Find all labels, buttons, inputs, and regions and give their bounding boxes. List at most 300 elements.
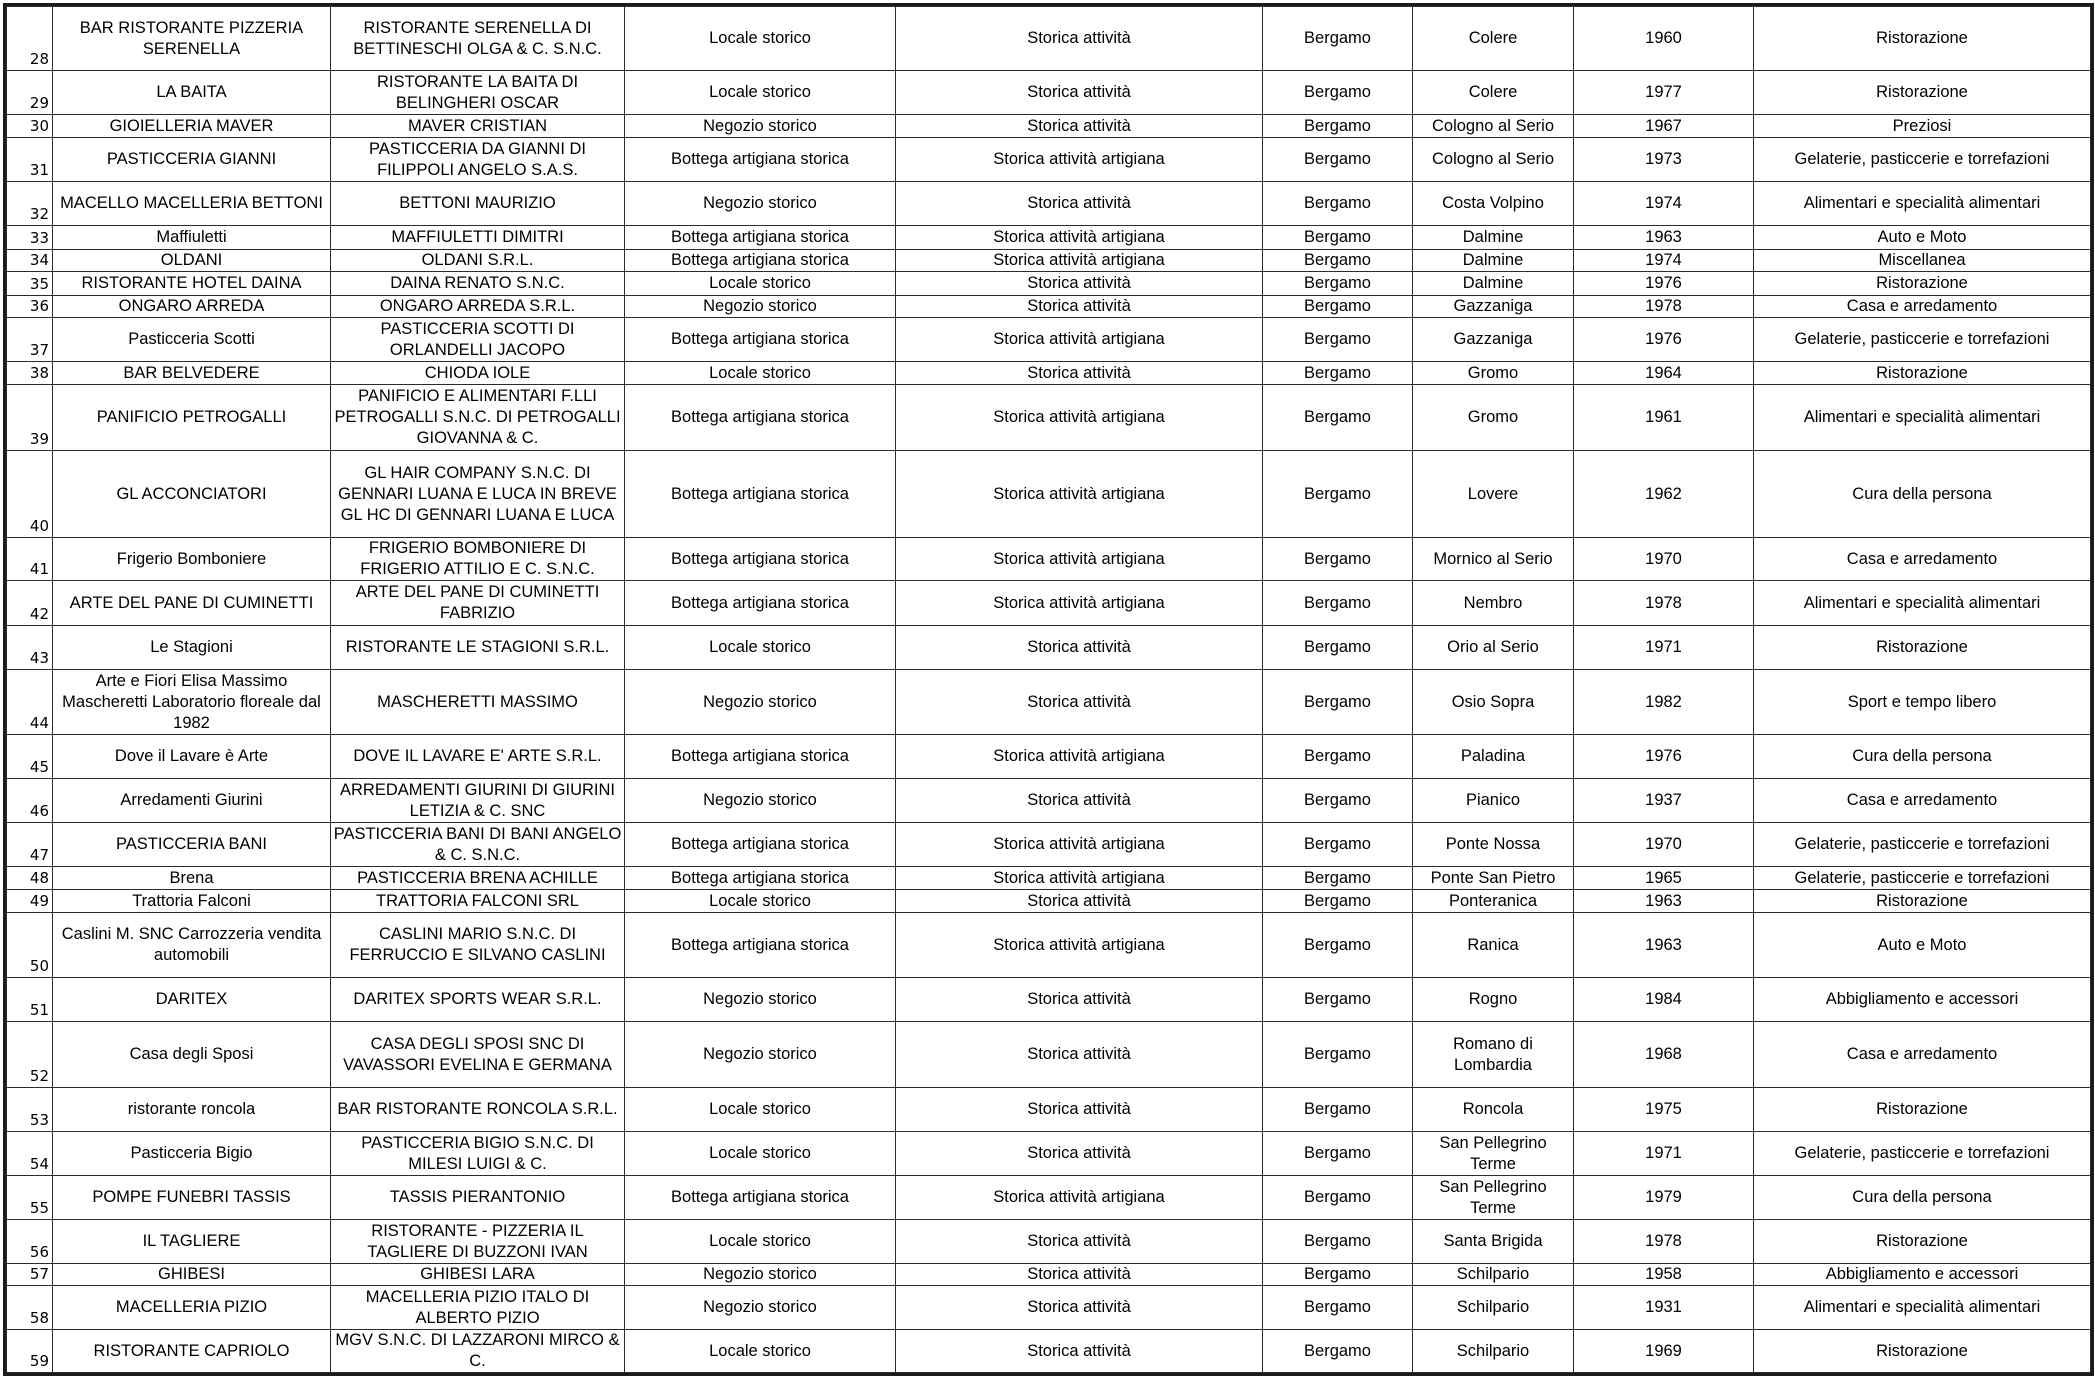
category-cell[interactable]: Storica attività — [896, 182, 1263, 226]
category-cell[interactable]: Storica attività — [896, 670, 1263, 735]
row-number-cell[interactable]: 59 — [7, 1330, 53, 1373]
business-name-cell[interactable]: MACELLERIA PIZIO — [53, 1286, 331, 1330]
company-name-cell[interactable]: PASTICCERIA BIGIO S.N.C. DI MILESI LUIGI & C. — [331, 1132, 625, 1176]
town-cell[interactable]: Gromo — [1413, 385, 1574, 451]
row-number-cell[interactable]: 48 — [7, 867, 53, 890]
category-cell[interactable]: Storica attività — [896, 296, 1263, 318]
sector-cell[interactable]: Alimentari e specialità alimentari — [1754, 182, 2091, 226]
category-cell[interactable]: Storica attività artigiana — [896, 823, 1263, 867]
year-cell[interactable]: 1967 — [1574, 115, 1754, 138]
category-cell[interactable]: Storica attività — [896, 362, 1263, 385]
row-number-cell[interactable]: 45 — [7, 735, 53, 779]
company-name-cell[interactable]: BAR RISTORANTE RONCOLA S.R.L. — [331, 1088, 625, 1132]
business-name-cell[interactable]: Brena — [53, 867, 331, 890]
row-number-cell[interactable]: 38 — [7, 362, 53, 385]
category-cell[interactable]: Storica attività artigiana — [896, 538, 1263, 581]
business-name-cell[interactable]: GIOIELLERIA MAVER — [53, 115, 331, 138]
business-name-cell[interactable]: PASTICCERIA GIANNI — [53, 138, 331, 182]
company-name-cell[interactable]: GL HAIR COMPANY S.N.C. DI GENNARI LUANA E LUCA IN BREVE GL HC DI GENNARI LUANA E LUCA — [331, 451, 625, 538]
sector-cell[interactable]: Casa e arredamento — [1754, 779, 2091, 823]
town-cell[interactable]: Gazzaniga — [1413, 296, 1574, 318]
business-type-cell[interactable]: Bottega artigiana storica — [625, 735, 896, 779]
business-name-cell[interactable]: LA BAITA — [53, 71, 331, 115]
business-name-cell[interactable]: Frigerio Bomboniere — [53, 538, 331, 581]
sector-cell[interactable]: Preziosi — [1754, 115, 2091, 138]
business-type-cell[interactable]: Negozio storico — [625, 670, 896, 735]
town-cell[interactable]: Costa Volpino — [1413, 182, 1574, 226]
sector-cell[interactable]: Ristorazione — [1754, 1330, 2091, 1373]
sector-cell[interactable]: Ristorazione — [1754, 1088, 2091, 1132]
business-type-cell[interactable]: Negozio storico — [625, 296, 896, 318]
business-name-cell[interactable]: Le Stagioni — [53, 626, 331, 670]
town-cell[interactable]: Pianico — [1413, 779, 1574, 823]
province-cell[interactable]: Bergamo — [1263, 823, 1413, 867]
business-type-cell[interactable]: Locale storico — [625, 71, 896, 115]
company-name-cell[interactable]: TASSIS PIERANTONIO — [331, 1176, 625, 1220]
business-name-cell[interactable]: Pasticceria Bigio — [53, 1132, 331, 1176]
company-name-cell[interactable]: ARTE DEL PANE DI CUMINETTI FABRIZIO — [331, 581, 625, 626]
province-cell[interactable]: Bergamo — [1263, 71, 1413, 115]
sector-cell[interactable]: Ristorazione — [1754, 71, 2091, 115]
province-cell[interactable]: Bergamo — [1263, 7, 1413, 71]
year-cell[interactable]: 1961 — [1574, 385, 1754, 451]
business-type-cell[interactable]: Negozio storico — [625, 779, 896, 823]
business-name-cell[interactable]: Arredamenti Giurini — [53, 779, 331, 823]
year-cell[interactable]: 1973 — [1574, 138, 1754, 182]
company-name-cell[interactable]: MAFFIULETTI DIMITRI — [331, 226, 625, 250]
business-name-cell[interactable]: Trattoria Falconi — [53, 890, 331, 913]
business-name-cell[interactable]: OLDANI — [53, 250, 331, 272]
business-type-cell[interactable]: Negozio storico — [625, 1264, 896, 1286]
table-row — [7, 867, 2091, 890]
province-cell[interactable]: Bergamo — [1263, 138, 1413, 182]
town-cell[interactable]: Roncola — [1413, 1088, 1574, 1132]
sector-cell[interactable]: Cura della persona — [1754, 451, 2091, 538]
province-cell[interactable]: Bergamo — [1263, 735, 1413, 779]
province-cell[interactable]: Bergamo — [1263, 670, 1413, 735]
province-cell[interactable]: Bergamo — [1263, 1132, 1413, 1176]
category-cell[interactable]: Storica attività artigiana — [896, 385, 1263, 451]
business-type-cell[interactable]: Bottega artigiana storica — [625, 581, 896, 626]
sector-cell[interactable]: Ristorazione — [1754, 626, 2091, 670]
town-cell[interactable]: Dalmine — [1413, 250, 1574, 272]
table-row — [7, 272, 2091, 296]
row-number-cell[interactable]: 37 — [7, 318, 53, 362]
company-name-cell[interactable]: TRATTORIA FALCONI SRL — [331, 890, 625, 913]
business-type-cell[interactable]: Locale storico — [625, 7, 896, 71]
province-cell[interactable]: Bergamo — [1263, 581, 1413, 626]
category-cell[interactable]: Storica attività — [896, 1132, 1263, 1176]
row-number-cell[interactable]: 43 — [7, 626, 53, 670]
company-name-cell[interactable]: DAINA RENATO S.N.C. — [331, 272, 625, 296]
row-number-cell[interactable]: 53 — [7, 1088, 53, 1132]
category-cell[interactable]: Storica attività — [896, 1286, 1263, 1330]
year-cell[interactable]: 1965 — [1574, 867, 1754, 890]
table-row — [7, 1264, 2091, 1286]
province-cell[interactable]: Bergamo — [1263, 272, 1413, 296]
year-cell[interactable]: 1964 — [1574, 362, 1754, 385]
year-cell[interactable]: 1963 — [1574, 890, 1754, 913]
town-cell[interactable]: Paladina — [1413, 735, 1574, 779]
province-cell[interactable]: Bergamo — [1263, 1330, 1413, 1373]
row-number-cell[interactable]: 52 — [7, 1022, 53, 1088]
business-name-cell[interactable]: POMPE FUNEBRI TASSIS — [53, 1176, 331, 1220]
category-cell[interactable]: Storica attività — [896, 272, 1263, 296]
category-cell[interactable]: Storica attività artigiana — [896, 451, 1263, 538]
business-type-cell[interactable]: Locale storico — [625, 1330, 896, 1373]
sector-cell[interactable]: Gelaterie, pasticcerie e torrefazioni — [1754, 318, 2091, 362]
business-type-cell[interactable]: Locale storico — [625, 1088, 896, 1132]
category-cell[interactable]: Storica attività — [896, 1088, 1263, 1132]
town-cell[interactable]: Santa Brigida — [1413, 1220, 1574, 1264]
company-name-cell[interactable]: ONGARO ARREDA S.R.L. — [331, 296, 625, 318]
company-name-cell[interactable]: MASCHERETTI MASSIMO — [331, 670, 625, 735]
business-type-cell[interactable]: Bottega artigiana storica — [625, 1176, 896, 1220]
company-name-cell[interactable]: RISTORANTE LE STAGIONI S.R.L. — [331, 626, 625, 670]
town-cell[interactable]: Dalmine — [1413, 272, 1574, 296]
company-name-cell[interactable]: RISTORANTE - PIZZERIA IL TAGLIERE DI BUZZONI IVAN — [331, 1220, 625, 1264]
company-name-cell[interactable]: RISTORANTE LA BAITA DI BELINGHERI OSCAR — [331, 71, 625, 115]
company-name-cell[interactable]: CHIODA IOLE — [331, 362, 625, 385]
sector-cell[interactable]: Ristorazione — [1754, 362, 2091, 385]
sector-cell[interactable]: Ristorazione — [1754, 7, 2091, 71]
town-cell[interactable]: Ponte Nossa — [1413, 823, 1574, 867]
sector-cell[interactable]: Miscellanea — [1754, 250, 2091, 272]
row-number-cell[interactable]: 36 — [7, 296, 53, 318]
table-row — [7, 115, 2091, 138]
business-type-cell[interactable]: Negozio storico — [625, 1286, 896, 1330]
year-cell[interactable]: 1937 — [1574, 779, 1754, 823]
year-cell[interactable]: 1931 — [1574, 1286, 1754, 1330]
category-cell[interactable]: Storica attività — [896, 115, 1263, 138]
business-name-cell[interactable]: IL TAGLIERE — [53, 1220, 331, 1264]
province-cell[interactable]: Bergamo — [1263, 182, 1413, 226]
category-cell[interactable]: Storica attività — [896, 890, 1263, 913]
business-type-cell[interactable]: Bottega artigiana storica — [625, 867, 896, 890]
business-name-cell[interactable]: ONGARO ARREDA — [53, 296, 331, 318]
year-cell[interactable]: 1968 — [1574, 1022, 1754, 1088]
province-cell[interactable]: Bergamo — [1263, 538, 1413, 581]
company-name-cell[interactable]: PANIFICIO E ALIMENTARI F.LLI PETROGALLI S.N.C. DI PETROGALLI GIOVANNA & C. — [331, 385, 625, 451]
town-cell[interactable]: Ponteranica — [1413, 890, 1574, 913]
company-name-cell[interactable]: CASLINI MARIO S.N.C. DI FERRUCCIO E SILVANO CASLINI — [331, 913, 625, 978]
table-row — [7, 1286, 2091, 1330]
year-cell[interactable]: 1963 — [1574, 226, 1754, 250]
business-name-cell[interactable]: Maffiuletti — [53, 226, 331, 250]
town-cell[interactable]: Schilpario — [1413, 1330, 1574, 1373]
town-cell[interactable]: Ponte San Pietro — [1413, 867, 1574, 890]
year-cell[interactable]: 1984 — [1574, 978, 1754, 1022]
business-name-cell[interactable]: GHIBESI — [53, 1264, 331, 1286]
category-cell[interactable]: Storica attività artigiana — [896, 250, 1263, 272]
table-row — [7, 1220, 2091, 1264]
year-cell[interactable]: 1958 — [1574, 1264, 1754, 1286]
business-type-cell[interactable]: Negozio storico — [625, 182, 896, 226]
sector-cell[interactable]: Cura della persona — [1754, 1176, 2091, 1220]
sector-cell[interactable]: Gelaterie, pasticcerie e torrefazioni — [1754, 823, 2091, 867]
sector-cell[interactable]: Cura della persona — [1754, 735, 2091, 779]
sector-cell[interactable]: Casa e arredamento — [1754, 296, 2091, 318]
town-cell[interactable]: Romano di Lombardia — [1413, 1022, 1574, 1088]
business-name-cell[interactable]: PANIFICIO PETROGALLI — [53, 385, 331, 451]
business-name-cell[interactable]: Pasticceria Scotti — [53, 318, 331, 362]
year-cell[interactable]: 1962 — [1574, 451, 1754, 538]
year-cell[interactable]: 1970 — [1574, 823, 1754, 867]
province-cell[interactable]: Bergamo — [1263, 626, 1413, 670]
business-type-cell[interactable]: Bottega artigiana storica — [625, 538, 896, 581]
row-number-cell[interactable]: 49 — [7, 890, 53, 913]
year-cell[interactable]: 1976 — [1574, 318, 1754, 362]
company-name-cell[interactable]: PASTICCERIA BANI DI BANI ANGELO & C. S.N.C. — [331, 823, 625, 867]
row-number-cell[interactable]: 55 — [7, 1176, 53, 1220]
business-type-cell[interactable]: Bottega artigiana storica — [625, 385, 896, 451]
business-name-cell[interactable]: RISTORANTE CAPRIOLO — [53, 1330, 331, 1373]
business-name-cell[interactable]: ristorante roncola — [53, 1088, 331, 1132]
row-number-cell[interactable]: 42 — [7, 581, 53, 626]
sector-cell[interactable]: Alimentari e specialità alimentari — [1754, 1286, 2091, 1330]
row-number-cell[interactable]: 32 — [7, 182, 53, 226]
sector-cell[interactable]: Ristorazione — [1754, 1220, 2091, 1264]
row-number-cell[interactable]: 41 — [7, 538, 53, 581]
town-cell[interactable]: Cologno al Serio — [1413, 138, 1574, 182]
business-type-cell[interactable]: Bottega artigiana storica — [625, 823, 896, 867]
town-cell[interactable]: Osio Sopra — [1413, 670, 1574, 735]
business-type-cell[interactable]: Negozio storico — [625, 978, 896, 1022]
row-number-cell[interactable]: 56 — [7, 1220, 53, 1264]
year-cell[interactable]: 1963 — [1574, 913, 1754, 978]
province-cell[interactable]: Bergamo — [1263, 226, 1413, 250]
business-type-cell[interactable]: Bottega artigiana storica — [625, 451, 896, 538]
town-cell[interactable]: San Pellegrino Terme — [1413, 1176, 1574, 1220]
province-cell[interactable]: Bergamo — [1263, 1088, 1413, 1132]
sector-cell[interactable]: Abbigliamento e accessori — [1754, 1264, 2091, 1286]
company-name-cell[interactable]: FRIGERIO BOMBONIERE DI FRIGERIO ATTILIO E C. S.N.C. — [331, 538, 625, 581]
sector-cell[interactable]: Auto e Moto — [1754, 226, 2091, 250]
category-cell[interactable]: Storica attività — [896, 978, 1263, 1022]
town-cell[interactable]: Mornico al Serio — [1413, 538, 1574, 581]
province-cell[interactable]: Bergamo — [1263, 1264, 1413, 1286]
province-cell[interactable]: Bergamo — [1263, 1022, 1413, 1088]
row-number-cell[interactable]: 30 — [7, 115, 53, 138]
town-cell[interactable]: Lovere — [1413, 451, 1574, 538]
row-number-cell[interactable]: 40 — [7, 451, 53, 538]
category-cell[interactable]: Storica attività — [896, 1220, 1263, 1264]
province-cell[interactable]: Bergamo — [1263, 362, 1413, 385]
province-cell[interactable]: Bergamo — [1263, 115, 1413, 138]
town-cell[interactable]: Colere — [1413, 7, 1574, 71]
business-type-cell[interactable]: Bottega artigiana storica — [625, 138, 896, 182]
category-cell[interactable]: Storica attività artigiana — [896, 318, 1263, 362]
company-name-cell[interactable]: MAVER CRISTIAN — [331, 115, 625, 138]
row-number-cell[interactable]: 31 — [7, 138, 53, 182]
business-name-cell[interactable]: GL ACCONCIATORI — [53, 451, 331, 538]
company-name-cell[interactable]: MACELLERIA PIZIO ITALO DI ALBERTO PIZIO — [331, 1286, 625, 1330]
province-cell[interactable]: Bergamo — [1263, 890, 1413, 913]
table-row — [7, 1132, 2091, 1176]
row-number-cell[interactable]: 29 — [7, 71, 53, 115]
category-cell[interactable]: Storica attività — [896, 626, 1263, 670]
row-number-cell[interactable]: 47 — [7, 823, 53, 867]
company-name-cell[interactable]: PASTICCERIA BRENA ACHILLE — [331, 867, 625, 890]
province-cell[interactable]: Bergamo — [1263, 867, 1413, 890]
town-cell[interactable]: Ranica — [1413, 913, 1574, 978]
province-cell[interactable]: Bergamo — [1263, 1286, 1413, 1330]
category-cell[interactable]: Storica attività — [896, 71, 1263, 115]
company-name-cell[interactable]: GHIBESI LARA — [331, 1264, 625, 1286]
sector-cell[interactable]: Gelaterie, pasticcerie e torrefazioni — [1754, 138, 2091, 182]
business-type-cell[interactable]: Bottega artigiana storica — [625, 318, 896, 362]
sector-cell[interactable]: Gelaterie, pasticcerie e torrefazioni — [1754, 867, 2091, 890]
town-cell[interactable]: Schilpario — [1413, 1286, 1574, 1330]
town-cell[interactable]: Nembro — [1413, 581, 1574, 626]
year-cell[interactable]: 1976 — [1574, 272, 1754, 296]
row-number-cell[interactable]: 46 — [7, 779, 53, 823]
sector-cell[interactable]: Alimentari e specialità alimentari — [1754, 385, 2091, 451]
row-number-cell[interactable]: 58 — [7, 1286, 53, 1330]
business-type-cell[interactable]: Negozio storico — [625, 1022, 896, 1088]
town-cell[interactable]: Schilpario — [1413, 1264, 1574, 1286]
company-name-cell[interactable]: PASTICCERIA SCOTTI DI ORLANDELLI JACOPO — [331, 318, 625, 362]
business-name-cell[interactable]: Arte e Fiori Elisa Massimo Mascheretti Laboratorio floreale dal 1982 — [53, 670, 331, 735]
sector-cell[interactable]: Alimentari e specialità alimentari — [1754, 581, 2091, 626]
company-name-cell[interactable]: RISTORANTE SERENELLA DI BETTINESCHI OLGA & C. S.N.C. — [331, 7, 625, 71]
year-cell[interactable]: 1979 — [1574, 1176, 1754, 1220]
row-number-cell[interactable]: 28 — [7, 7, 53, 71]
company-name-cell[interactable]: BETTONI MAURIZIO — [331, 182, 625, 226]
company-name-cell[interactable]: MGV S.N.C. DI LAZZARONI MIRCO & C. — [331, 1330, 625, 1373]
sector-cell[interactable]: Gelaterie, pasticcerie e torrefazioni — [1754, 1132, 2091, 1176]
category-cell[interactable]: Storica attività — [896, 1022, 1263, 1088]
row-number-cell[interactable]: 51 — [7, 978, 53, 1022]
business-name-cell[interactable]: Caslini M. SNC Carrozzeria vendita automobili — [53, 913, 331, 978]
province-cell[interactable]: Bergamo — [1263, 451, 1413, 538]
year-cell[interactable]: 1974 — [1574, 182, 1754, 226]
year-cell[interactable]: 1975 — [1574, 1088, 1754, 1132]
category-cell[interactable]: Storica attività artigiana — [896, 867, 1263, 890]
business-type-cell[interactable]: Bottega artigiana storica — [625, 250, 896, 272]
year-cell[interactable]: 1971 — [1574, 1132, 1754, 1176]
business-type-cell[interactable]: Locale storico — [625, 1220, 896, 1264]
row-number-cell[interactable]: 50 — [7, 913, 53, 978]
province-cell[interactable]: Bergamo — [1263, 913, 1413, 978]
business-name-cell[interactable]: DARITEX — [53, 978, 331, 1022]
category-cell[interactable]: Storica attività — [896, 1330, 1263, 1373]
year-cell[interactable]: 1978 — [1574, 1220, 1754, 1264]
table-row — [7, 318, 2091, 362]
sector-cell[interactable]: Casa e arredamento — [1754, 1022, 2091, 1088]
year-cell[interactable]: 1960 — [1574, 7, 1754, 71]
table-row — [7, 626, 2091, 670]
business-type-cell[interactable]: Negozio storico — [625, 115, 896, 138]
category-cell[interactable]: Storica attività artigiana — [896, 138, 1263, 182]
row-number-cell[interactable]: 33 — [7, 226, 53, 250]
company-name-cell[interactable]: ARREDAMENTI GIURINI DI GIURINI LETIZIA & C. SNC — [331, 779, 625, 823]
town-cell[interactable]: Cologno al Serio — [1413, 115, 1574, 138]
business-type-cell[interactable]: Locale storico — [625, 362, 896, 385]
sector-cell[interactable]: Auto e Moto — [1754, 913, 2091, 978]
category-cell[interactable]: Storica attività artigiana — [896, 913, 1263, 978]
town-cell[interactable]: Orio al Serio — [1413, 626, 1574, 670]
town-cell[interactable]: Dalmine — [1413, 226, 1574, 250]
business-type-cell[interactable]: Locale storico — [625, 890, 896, 913]
sector-cell[interactable]: Sport e tempo libero — [1754, 670, 2091, 735]
category-cell[interactable]: Storica attività artigiana — [896, 1176, 1263, 1220]
province-cell[interactable]: Bergamo — [1263, 385, 1413, 451]
province-cell[interactable]: Bergamo — [1263, 250, 1413, 272]
category-cell[interactable]: Storica attività artigiana — [896, 581, 1263, 626]
business-name-cell[interactable]: Dove il Lavare è Arte — [53, 735, 331, 779]
province-cell[interactable]: Bergamo — [1263, 1176, 1413, 1220]
town-cell[interactable]: Rogno — [1413, 978, 1574, 1022]
town-cell[interactable]: Colere — [1413, 71, 1574, 115]
town-cell[interactable]: Gromo — [1413, 362, 1574, 385]
row-number-cell[interactable]: 57 — [7, 1264, 53, 1286]
province-cell[interactable]: Bergamo — [1263, 1220, 1413, 1264]
row-number-cell[interactable]: 34 — [7, 250, 53, 272]
province-cell[interactable]: Bergamo — [1263, 978, 1413, 1022]
business-name-cell[interactable]: RISTORANTE HOTEL DAINA — [53, 272, 331, 296]
year-cell[interactable]: 1971 — [1574, 626, 1754, 670]
category-cell[interactable]: Storica attività — [896, 1264, 1263, 1286]
province-cell[interactable]: Bergamo — [1263, 296, 1413, 318]
row-number-cell[interactable]: 54 — [7, 1132, 53, 1176]
sector-cell[interactable]: Ristorazione — [1754, 890, 2091, 913]
year-cell[interactable]: 1974 — [1574, 250, 1754, 272]
category-cell[interactable]: Storica attività artigiana — [896, 226, 1263, 250]
year-cell[interactable]: 1969 — [1574, 1330, 1754, 1373]
business-name-cell[interactable]: MACELLO MACELLERIA BETTONI — [53, 182, 331, 226]
category-cell[interactable]: Storica attività — [896, 779, 1263, 823]
business-name-cell[interactable]: PASTICCERIA BANI — [53, 823, 331, 867]
business-type-cell[interactable]: Locale storico — [625, 1132, 896, 1176]
town-cell[interactable]: Gazzaniga — [1413, 318, 1574, 362]
year-cell[interactable]: 1977 — [1574, 71, 1754, 115]
town-cell[interactable]: San Pellegrino Terme — [1413, 1132, 1574, 1176]
company-name-cell[interactable]: DARITEX SPORTS WEAR S.R.L. — [331, 978, 625, 1022]
year-cell[interactable]: 1978 — [1574, 296, 1754, 318]
category-cell[interactable]: Storica attività artigiana — [896, 735, 1263, 779]
company-name-cell[interactable]: PASTICCERIA DA GIANNI DI FILIPPOLI ANGELO S.A.S. — [331, 138, 625, 182]
business-name-cell[interactable]: BAR RISTORANTE PIZZERIA SERENELLA — [53, 7, 331, 71]
company-name-cell[interactable]: DOVE IL LAVARE E' ARTE S.R.L. — [331, 735, 625, 779]
province-cell[interactable]: Bergamo — [1263, 318, 1413, 362]
table-row — [7, 385, 2091, 451]
year-cell[interactable]: 1978 — [1574, 581, 1754, 626]
sector-cell[interactable]: Ristorazione — [1754, 272, 2091, 296]
sector-cell[interactable]: Casa e arredamento — [1754, 538, 2091, 581]
business-type-cell[interactable]: Bottega artigiana storica — [625, 226, 896, 250]
province-cell[interactable]: Bergamo — [1263, 779, 1413, 823]
business-name-cell[interactable]: Casa degli Sposi — [53, 1022, 331, 1088]
year-cell[interactable]: 1982 — [1574, 670, 1754, 735]
sector-cell[interactable]: Abbigliamento e accessori — [1754, 978, 2091, 1022]
company-name-cell[interactable]: CASA DEGLI SPOSI SNC DI VAVASSORI EVELINA E GERMANA — [331, 1022, 625, 1088]
row-number-cell[interactable]: 44 — [7, 670, 53, 735]
company-name-cell[interactable]: OLDANI S.R.L. — [331, 250, 625, 272]
business-type-cell[interactable]: Bottega artigiana storica — [625, 913, 896, 978]
category-cell[interactable]: Storica attività — [896, 7, 1263, 71]
year-cell[interactable]: 1976 — [1574, 735, 1754, 779]
table-row — [7, 362, 2091, 385]
historic-businesses-table — [6, 6, 2091, 1373]
year-cell[interactable]: 1970 — [1574, 538, 1754, 581]
business-name-cell[interactable]: ARTE DEL PANE DI CUMINETTI — [53, 581, 331, 626]
business-type-cell[interactable]: Locale storico — [625, 272, 896, 296]
business-name-cell[interactable]: BAR BELVEDERE — [53, 362, 331, 385]
row-number-cell[interactable]: 39 — [7, 385, 53, 451]
business-type-cell[interactable]: Locale storico — [625, 626, 896, 670]
row-number-cell[interactable]: 35 — [7, 272, 53, 296]
